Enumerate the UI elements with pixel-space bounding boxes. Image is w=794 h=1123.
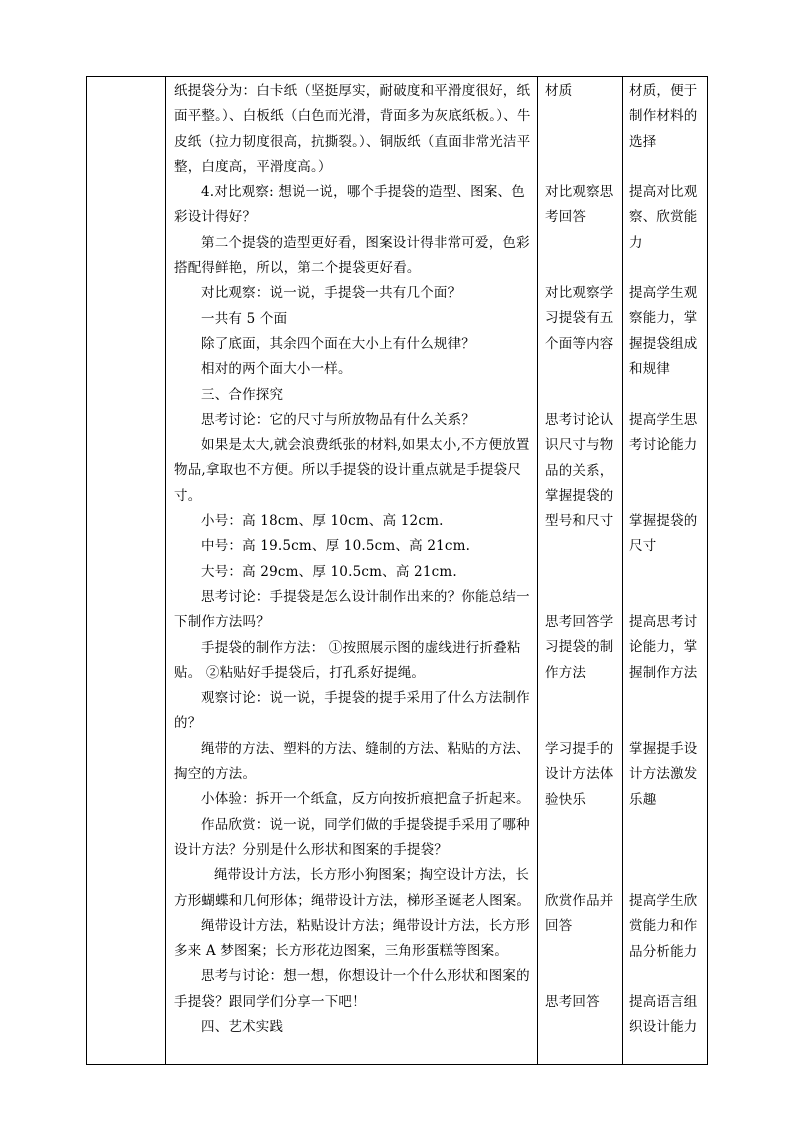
teaching-process-column xyxy=(174,79,534,1040)
student-activity-cell xyxy=(545,889,620,940)
section-heading-explore: 三、合作探究 xyxy=(201,386,284,403)
student-activity-column xyxy=(545,79,620,104)
making-method-answer: 手提袋的制作方法： ①按照展示图的虚线进行折叠粘贴。 ②粘贴好手提袋后，打孔系好提绳。 xyxy=(174,639,521,681)
student-compare-faces: 对比观察学习提袋有五个面等内容 xyxy=(545,285,614,352)
size-medium: 中号：高 19.5cm、厚 10.5cm、高 21cm. xyxy=(201,538,471,555)
faces-answer: 一共有 5 个面 xyxy=(201,310,288,327)
size-question: 思考讨论：它的尺寸与所放物品有什么关系？ xyxy=(201,411,475,428)
design-intent-cell xyxy=(629,889,704,965)
intent-size: 掌握提袋的尺寸 xyxy=(629,513,698,555)
handle-answer: 绳带的方法、塑料的方法、缝制的方法、粘贴的方法、掏空的方法。 xyxy=(174,740,530,783)
student-making-method: 思考回答学习提袋的制作方法 xyxy=(545,614,614,681)
design-intent-cell xyxy=(629,737,704,813)
design-intent-cell xyxy=(629,408,704,459)
appreciation-answer-1: 绳带设计方法，长方形小狗图案；掏空设计方法，长方形蝴蝶和几何形体；绳带设计方法，梯形圣诞老人图案。 xyxy=(174,867,531,909)
design-intent-cell xyxy=(629,990,704,1041)
design-intent-cell xyxy=(629,509,704,560)
column-divider-2 xyxy=(537,76,538,1065)
student-activity-cell xyxy=(545,408,620,534)
handle-question: 观察讨论：说一说，手提袋的提手采用了什么方法制作的？ xyxy=(174,690,530,732)
table-left-border xyxy=(86,76,87,1065)
intent-observe: 提高学生观察能力，掌握提袋组成和规律 xyxy=(629,285,698,377)
size-large: 大号：高 29cm、厚 10.5cm、高 21cm. xyxy=(201,563,457,580)
compare-observe-answer: 第二个提袋的造型更好看，图案设计得非常可爱，色彩搭配得鲜艳，所以，第二个提袋更好看。 xyxy=(174,234,530,277)
intent-making: 提高思考讨论能力，掌握制作方法 xyxy=(629,614,698,681)
size-answer: 如果是太大,就会浪费纸张的材料,如果太小,不方便放置物品,拿取也不方便。所以手提袋的设计重点就是手提袋尺寸。 xyxy=(174,437,530,504)
design-discussion: 思考与讨论：想一想，你想设计一个什么形状和图案的手提袋？跟同学们分享一下吧！ xyxy=(174,968,530,1010)
table-bottom-border xyxy=(86,1064,708,1065)
student-size-discussion: 思考讨论认识尺寸与物品的关系，掌握提袋的型号和尺寸 xyxy=(545,412,614,530)
size-small: 小号：高 18cm、厚 10cm、高 12cm. xyxy=(201,513,444,530)
small-experience: 小体验：拆开一个纸盒，反方向按折痕把盒子折起来。 xyxy=(201,791,530,808)
faces-rule-answer: 相对的两个面大小一样。 xyxy=(201,361,352,378)
table-top-border xyxy=(86,76,708,77)
section-heading-practice: 四、艺术实践 xyxy=(201,1018,284,1035)
compare-observe-question: 4.对比观察: 想说一说，哪个手提袋的造型、图案、色彩设计得好？ xyxy=(174,184,525,226)
intent-language: 提高语言组织设计能力 xyxy=(629,994,698,1036)
making-method-question: 思考讨论：手提袋是怎么设计制作出来的？你能总结一下制作方法吗？ xyxy=(174,588,530,631)
column-divider-1 xyxy=(165,76,166,1065)
intent-appreciation: 提高学生欣赏能力和作品分析能力 xyxy=(629,893,698,960)
design-intent-cell xyxy=(629,180,704,256)
intent-discussion: 提高学生思考讨论能力 xyxy=(629,412,698,454)
appreciation-question: 作品欣赏：说一说，同学们做的手提袋提手采用了哪种设计方法？分别是什么形状和图案的手提袋？ xyxy=(174,816,530,858)
student-material: 材质 xyxy=(545,83,573,99)
table-right-border xyxy=(707,76,708,1065)
student-compare-answer: 对比观察思考回答 xyxy=(545,184,614,226)
design-intent-cell xyxy=(629,281,704,382)
student-handle-design: 学习提手的设计方法体验快乐 xyxy=(545,741,614,808)
appreciation-answer-2: 绳带设计方法，粘贴设计方法；绳带设计方法，长方形多来 A 梦图案；长方形花边图案，三角形蛋糕等图案。 xyxy=(174,917,530,960)
intent-material: 材质，便于制作材料的选择 xyxy=(629,83,698,150)
intent-compare: 提高对比观察、欣赏能力 xyxy=(629,184,698,251)
student-activity-cell xyxy=(545,180,620,231)
student-think-answer: 思考回答 xyxy=(545,994,600,1010)
design-intent-cell xyxy=(629,610,704,686)
design-intent-column xyxy=(629,79,704,155)
intent-handle: 掌握提手设计方法激发乐趣 xyxy=(629,741,698,808)
faces-rule-question: 除了底面，其余四个面在大小上有什么规律？ xyxy=(201,335,475,352)
paper-types-paragraph: 纸提袋分为：白卡纸（坚挺厚实，耐破度和平滑度很好，纸面平整。）、白板纸（白色而光滑，背面多为灰底纸板。）、牛皮纸（拉力韧度很高，抗撕裂。）、铜版纸（直面非常光洁平整，白度高，平滑度高。） xyxy=(174,83,531,175)
student-activity-cell xyxy=(545,610,620,686)
student-activity-cell xyxy=(545,990,620,1015)
student-activity-cell xyxy=(545,281,620,357)
student-appreciation: 欣赏作品并回答 xyxy=(545,893,614,935)
student-activity-cell xyxy=(545,737,620,813)
faces-question: 对比观察：说一说，手提袋一共有几个面？ xyxy=(201,285,462,302)
column-divider-3 xyxy=(622,76,623,1065)
